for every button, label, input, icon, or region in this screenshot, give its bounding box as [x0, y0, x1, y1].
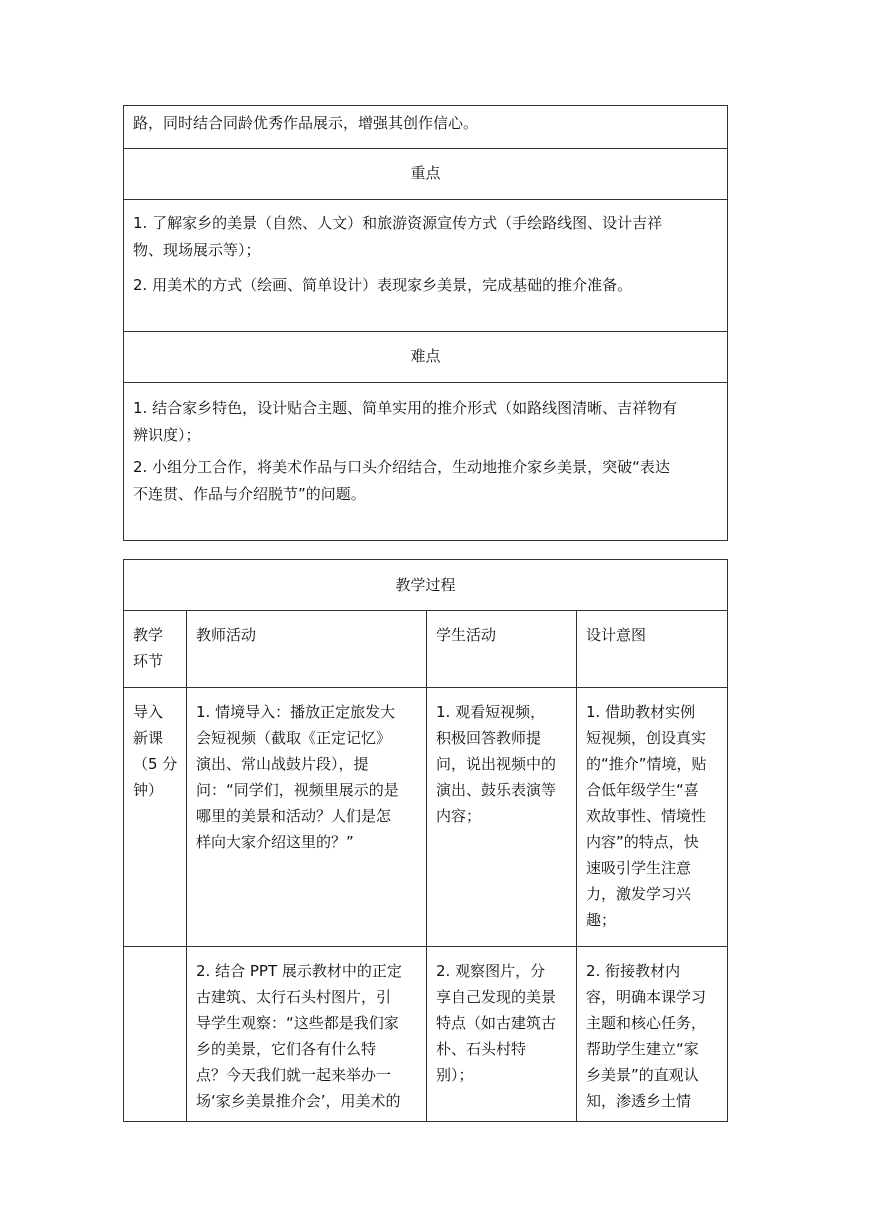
table-row	[124, 687, 727, 947]
header-teacher-cell	[186, 611, 427, 688]
stage-cell	[124, 688, 186, 947]
header-intent-cell	[576, 611, 728, 688]
header-student: 学生活动	[436, 626, 497, 644]
key-points-heading-row	[124, 148, 727, 200]
student-activity-text: 1. 观看短视频， 积极回答教师提 问，说出视频中的 演出、鼓乐表演等 内容；	[436, 703, 557, 825]
design-intent-cell	[576, 688, 728, 947]
design-intent-text: 1. 借助教材实例 短视频，创设真实 的“推介”情境，贴 合低年级学生“喜 欢故事性、情境性 内容”的特点，快 速吸引学生注意 力，激发学习兴 趣；	[586, 703, 707, 929]
difficulties-heading: 难点	[410, 347, 441, 365]
design-intent-text: 2. 衔接教材内 容，明确本课学习 主题和核心任务， 帮助学生建立“家 乡美景”的直观认 知，渗透乡土情	[586, 962, 707, 1110]
header-stage: 教学 环节	[133, 626, 164, 670]
key-point-2: 2. 用美术的方式（绘画、简单设计）表现家乡美景，完成基础的推介准备。	[133, 276, 633, 294]
difficulty-2: 2. 小组分工合作，将美术作品与口头介绍结合，生动地推介家乡美景，突破“表达 不连贯、作品与介绍脱节”的问题。	[133, 458, 670, 503]
process-header-row	[124, 610, 727, 688]
header-stage-cell	[124, 611, 186, 688]
teacher-activity-text: 1. 情境导入：播放正定旅发大 会短视频（截取《正定记忆》 演出、常山战鼓片段），提 问：“同学们，视频里展示的是 哪里的美景和活动？人们是怎 样向大家介绍这里的？”	[196, 703, 399, 851]
teacher-activity-cell	[186, 947, 427, 1122]
stage-text: 导入 新课 （5 分 钟）	[133, 703, 178, 799]
process-title: 教学过程	[395, 576, 456, 594]
difficulties-body	[124, 382, 727, 540]
student-activity-cell	[426, 947, 577, 1122]
header-student-cell	[426, 611, 577, 688]
objectives-table	[123, 105, 728, 541]
student-activity-text: 2. 观察图片，分 享自己发现的美景 特点（如古建筑古 朴、石头村特 别）；	[436, 962, 557, 1084]
table-row	[124, 946, 727, 1122]
difficulty-1: 1. 结合家乡特色，设计贴合主题、简单实用的推介形式（如路线图清晰、吉祥物有 辨识度）；	[133, 399, 678, 444]
key-points-body	[124, 199, 727, 332]
header-intent: 设计意图	[586, 626, 647, 644]
intro-row	[124, 106, 727, 148]
student-activity-cell	[426, 688, 577, 947]
teacher-activity-text: 2. 结合 PPT 展示教材中的正定 古建筑、太行石头村图片，引 导学生观察：“这些都是我们家 乡的美景，它们各有什么特 点？今天我们就一起来举办一 场‘家乡美景推介会’，用美术的	[196, 962, 402, 1110]
process-title-row	[124, 560, 727, 611]
key-points-heading: 重点	[410, 164, 441, 182]
design-intent-cell	[576, 947, 728, 1122]
header-teacher: 教师活动	[196, 626, 257, 644]
key-point-1: 1. 了解家乡的美景（自然、人文）和旅游资源宣传方式（手绘路线图、设计吉祥 物、现场展示等）；	[133, 214, 663, 259]
difficulties-heading-row	[124, 331, 727, 383]
teaching-process-table	[123, 559, 728, 1122]
stage-cell	[124, 947, 186, 1122]
teacher-activity-cell	[186, 688, 427, 947]
intro-text: 路，同时结合同龄优秀作品展示，增强其创作信心。	[133, 114, 479, 132]
